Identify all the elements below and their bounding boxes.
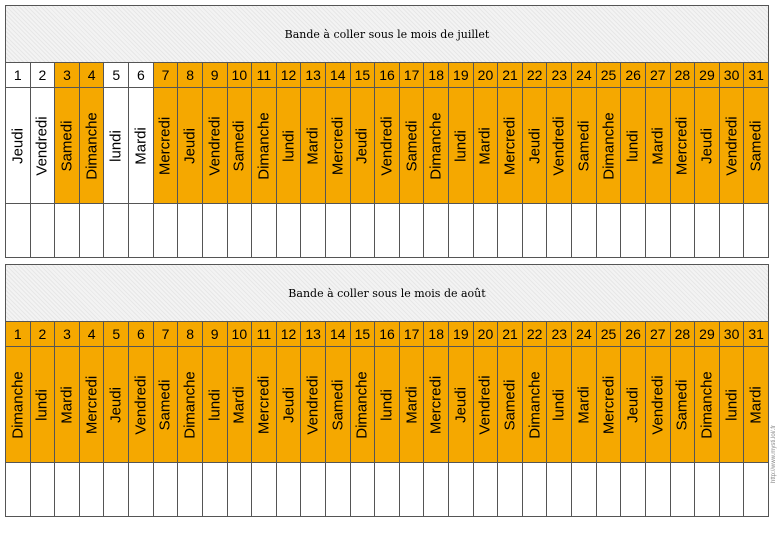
- day-name-cell: [55, 347, 80, 463]
- day-name-cell: [31, 347, 56, 463]
- day-number-cell: 20: [474, 322, 499, 347]
- blank-cell: [203, 204, 228, 258]
- day-number-cell: 26: [621, 322, 646, 347]
- blank-cell: [154, 463, 179, 517]
- day-number-cell: 18: [424, 322, 449, 347]
- day-name-label: lundi: [206, 388, 224, 421]
- day-name-label: Mardi: [403, 385, 421, 424]
- day-name-cell: [597, 88, 622, 204]
- day-name-label: Dimanche: [698, 370, 716, 439]
- day-name-cell: [449, 347, 474, 463]
- day-name-label: Mercredi: [83, 375, 101, 434]
- day-name-cell: [80, 88, 105, 204]
- day-name-label: Dimanche: [9, 370, 27, 439]
- day-name-cell: [572, 88, 597, 204]
- day-name-cell: [252, 88, 277, 204]
- day-name-label: Samedi: [673, 379, 691, 430]
- day-name-label: Dimanche: [600, 111, 617, 180]
- day-number-cell: 17: [400, 322, 425, 347]
- blank-cell: [695, 204, 720, 258]
- blank-cell: [400, 463, 425, 517]
- blank-cell: [252, 463, 277, 517]
- day-number-cell: 19: [449, 63, 474, 88]
- blank-cell: [597, 463, 622, 517]
- day-name-label: Dimanche: [353, 370, 371, 439]
- day-name-label: Vendredi: [304, 374, 322, 435]
- blank-cell: [646, 204, 671, 258]
- day-number-cell: 9: [203, 63, 228, 88]
- july-day-grid: [5, 62, 769, 258]
- day-name-cell: [80, 347, 105, 463]
- july-strip-header: [5, 5, 769, 62]
- blank-cell: [744, 204, 769, 258]
- blank-cell: [80, 463, 105, 517]
- blank-cell: [720, 204, 745, 258]
- day-number-cell: 23: [547, 63, 572, 88]
- day-name-label: lundi: [280, 129, 298, 162]
- day-name-label: Jeudi: [624, 386, 642, 423]
- day-name-cell: [597, 347, 622, 463]
- day-name-label: Jeudi: [353, 127, 371, 164]
- day-number-cell: 14: [326, 322, 351, 347]
- day-name-cell: [129, 347, 154, 463]
- blank-cell: [129, 463, 154, 517]
- blank-cell: [695, 463, 720, 517]
- day-name-cell: [744, 88, 769, 204]
- day-name-label: Mardi: [476, 126, 494, 165]
- day-number-cell: 6: [129, 322, 154, 347]
- day-name-label: Jeudi: [526, 127, 544, 164]
- day-name-label: Samedi: [575, 120, 593, 171]
- blank-cell: [31, 204, 56, 258]
- day-name-label: Mercredi: [501, 116, 519, 175]
- day-name-label: lundi: [723, 388, 741, 421]
- day-number-cell: 14: [326, 63, 351, 88]
- blank-cell: [597, 204, 622, 258]
- day-number-cell: 7: [154, 322, 179, 347]
- day-name-cell: [424, 88, 449, 204]
- day-name-cell: [277, 347, 302, 463]
- day-number-cell: 30: [720, 63, 745, 88]
- blank-cell: [55, 463, 80, 517]
- day-name-cell: [326, 347, 351, 463]
- blank-cell: [326, 463, 351, 517]
- day-name-label: Dimanche: [526, 370, 544, 439]
- day-name-label: Jeudi: [9, 127, 27, 164]
- day-number-cell: 20: [474, 63, 499, 88]
- august-day-grid: [5, 321, 769, 517]
- blank-cell: [252, 204, 277, 258]
- blank-cell: [621, 463, 646, 517]
- day-number-cell: 6: [129, 63, 154, 88]
- day-name-cell: [252, 347, 277, 463]
- day-number-cell: 30: [720, 322, 745, 347]
- august-strip-header: [5, 264, 769, 321]
- day-name-cell: [498, 347, 523, 463]
- blank-cell: [301, 463, 326, 517]
- day-name-cell: [351, 88, 376, 204]
- day-number-cell: 27: [646, 322, 671, 347]
- day-name-label: lundi: [33, 388, 51, 421]
- day-name-cell: [326, 88, 351, 204]
- blank-cell: [178, 463, 203, 517]
- day-number-cell: 3: [55, 322, 80, 347]
- blank-cell: [326, 204, 351, 258]
- blank-cell: [351, 463, 376, 517]
- day-name-label: Jeudi: [280, 386, 298, 423]
- day-number-cell: 17: [400, 63, 425, 88]
- day-name-cell: [720, 88, 745, 204]
- blank-cell: [498, 463, 523, 517]
- day-number-cell: 23: [547, 322, 572, 347]
- day-number-cell: 22: [523, 322, 548, 347]
- day-number-cell: 25: [597, 322, 622, 347]
- day-number-cell: 31: [744, 63, 769, 88]
- blank-cell: [104, 463, 129, 517]
- day-number-cell: 31: [744, 322, 769, 347]
- day-name-label: lundi: [107, 129, 125, 162]
- day-name-label: lundi: [550, 388, 568, 421]
- blank-cell: [129, 204, 154, 258]
- day-name-label: Mardi: [132, 126, 150, 165]
- day-name-label: Vendredi: [378, 115, 396, 176]
- day-name-label: Mardi: [747, 385, 765, 424]
- july-strip-title: Bande à coller sous le mois de juillet: [284, 27, 490, 41]
- day-name-label: Dimanche: [255, 111, 273, 180]
- day-name-label: Jeudi: [452, 386, 470, 423]
- blank-cell: [277, 463, 302, 517]
- day-name-cell: [277, 88, 302, 204]
- day-name-cell: [6, 347, 31, 463]
- day-name-label: Samedi: [230, 120, 248, 171]
- day-number-cell: 16: [375, 322, 400, 347]
- day-name-cell: [301, 347, 326, 463]
- day-number-cell: 9: [203, 322, 228, 347]
- day-number-cell: 11: [252, 63, 277, 88]
- day-number-cell: 16: [375, 63, 400, 88]
- day-number-cell: 4: [80, 63, 105, 88]
- day-number-cell: 29: [695, 322, 720, 347]
- july-strip: [5, 5, 769, 259]
- day-name-cell: [695, 347, 720, 463]
- august-strip: [5, 264, 769, 520]
- day-name-label: Vendredi: [206, 115, 224, 176]
- day-name-cell: [498, 88, 523, 204]
- blank-cell: [55, 204, 80, 258]
- day-name-cell: [301, 88, 326, 204]
- day-name-label: Mardi: [230, 385, 248, 424]
- day-name-label: Samedi: [747, 120, 765, 171]
- day-name-label: Vendredi: [476, 374, 494, 435]
- blank-cell: [31, 463, 56, 517]
- day-name-cell: [154, 88, 179, 204]
- day-name-cell: [178, 88, 203, 204]
- day-number-cell: 25: [597, 63, 622, 88]
- site-credit: http://www.mysti.lol/.fr: [771, 425, 777, 484]
- day-name-cell: [400, 88, 425, 204]
- day-name-cell: [695, 88, 720, 204]
- day-number-cell: 21: [498, 63, 523, 88]
- day-name-cell: [31, 88, 56, 204]
- blank-cell: [744, 463, 769, 517]
- day-name-label: Mercredi: [427, 375, 445, 434]
- day-name-cell: [424, 347, 449, 463]
- day-number-cell: 4: [80, 322, 105, 347]
- day-name-label: Dimanche: [427, 111, 445, 180]
- day-name-label: Vendredi: [132, 374, 150, 435]
- day-name-label: Vendredi: [649, 374, 667, 435]
- blank-cell: [646, 463, 671, 517]
- day-number-cell: 1: [6, 322, 31, 347]
- blank-cell: [523, 204, 548, 258]
- day-number-cell: 24: [572, 322, 597, 347]
- blank-cell: [498, 204, 523, 258]
- blank-cell: [277, 204, 302, 258]
- blank-cell: [424, 463, 449, 517]
- day-name-cell: [646, 347, 671, 463]
- day-name-label: Jeudi: [107, 386, 125, 423]
- blank-cell: [720, 463, 745, 517]
- day-name-label: Mercredi: [673, 116, 691, 175]
- blank-cell: [228, 204, 253, 258]
- day-name-label: Samedi: [501, 379, 519, 430]
- blank-cell: [523, 463, 548, 517]
- day-number-cell: 26: [621, 63, 646, 88]
- day-name-cell: [104, 347, 129, 463]
- day-name-label: Mercredi: [255, 375, 273, 434]
- day-number-cell: 15: [351, 322, 376, 347]
- day-name-label: lundi: [624, 129, 642, 162]
- day-name-label: lundi: [378, 388, 396, 421]
- day-name-cell: [671, 347, 696, 463]
- blank-cell: [351, 204, 376, 258]
- day-name-cell: [351, 347, 376, 463]
- blank-cell: [104, 204, 129, 258]
- blank-cell: [80, 204, 105, 258]
- day-number-cell: 8: [178, 322, 203, 347]
- day-name-cell: [720, 347, 745, 463]
- blank-cell: [547, 204, 572, 258]
- day-name-label: Mercredi: [600, 375, 617, 434]
- day-name-cell: [203, 88, 228, 204]
- day-name-cell: [621, 88, 646, 204]
- day-name-label: Samedi: [403, 120, 421, 171]
- day-name-cell: [449, 88, 474, 204]
- day-number-cell: 13: [301, 63, 326, 88]
- day-name-cell: [523, 347, 548, 463]
- day-name-cell: [154, 347, 179, 463]
- day-name-label: Samedi: [58, 120, 76, 171]
- day-number-cell: 10: [228, 322, 253, 347]
- august-strip-title: Bande à coller sous le mois de août: [288, 286, 486, 300]
- day-number-cell: 27: [646, 63, 671, 88]
- blank-cell: [424, 204, 449, 258]
- day-number-cell: 10: [228, 63, 253, 88]
- day-name-label: Jeudi: [698, 127, 716, 164]
- day-number-cell: 21: [498, 322, 523, 347]
- day-number-cell: 3: [55, 63, 80, 88]
- day-name-cell: [523, 88, 548, 204]
- blank-cell: [228, 463, 253, 517]
- day-name-cell: [744, 347, 769, 463]
- blank-cell: [547, 463, 572, 517]
- day-name-label: Vendredi: [33, 115, 51, 176]
- day-number-cell: 5: [104, 322, 129, 347]
- day-number-cell: 2: [31, 322, 56, 347]
- day-name-label: Vendredi: [550, 115, 568, 176]
- blank-cell: [474, 204, 499, 258]
- blank-cell: [178, 204, 203, 258]
- day-number-cell: 22: [523, 63, 548, 88]
- blank-cell: [449, 463, 474, 517]
- blank-cell: [572, 463, 597, 517]
- day-name-cell: [6, 88, 31, 204]
- blank-cell: [671, 463, 696, 517]
- day-number-cell: 12: [277, 63, 302, 88]
- day-name-label: Mercredi: [156, 116, 174, 175]
- day-name-cell: [646, 88, 671, 204]
- day-name-label: Samedi: [329, 379, 347, 430]
- blank-cell: [154, 204, 179, 258]
- day-name-label: lundi: [452, 129, 470, 162]
- day-number-cell: 15: [351, 63, 376, 88]
- day-name-label: Mardi: [575, 385, 593, 424]
- day-name-cell: [228, 88, 253, 204]
- day-name-cell: [547, 88, 572, 204]
- day-number-cell: 24: [572, 63, 597, 88]
- day-name-cell: [104, 88, 129, 204]
- blank-cell: [621, 204, 646, 258]
- day-name-cell: [178, 347, 203, 463]
- day-number-cell: 8: [178, 63, 203, 88]
- day-name-cell: [129, 88, 154, 204]
- day-name-cell: [547, 347, 572, 463]
- day-name-cell: [55, 88, 80, 204]
- blank-cell: [6, 463, 31, 517]
- day-name-cell: [621, 347, 646, 463]
- day-name-label: Jeudi: [181, 127, 199, 164]
- day-number-cell: 13: [301, 322, 326, 347]
- blank-cell: [6, 204, 31, 258]
- day-name-cell: [228, 347, 253, 463]
- day-number-cell: 19: [449, 322, 474, 347]
- blank-cell: [375, 463, 400, 517]
- blank-cell: [301, 204, 326, 258]
- day-number-cell: 28: [671, 322, 696, 347]
- day-number-cell: 1: [6, 63, 31, 88]
- blank-cell: [474, 463, 499, 517]
- blank-cell: [375, 204, 400, 258]
- day-name-cell: [572, 347, 597, 463]
- blank-cell: [449, 204, 474, 258]
- blank-cell: [671, 204, 696, 258]
- day-number-cell: 28: [671, 63, 696, 88]
- day-name-cell: [474, 88, 499, 204]
- day-name-label: Mardi: [649, 126, 667, 165]
- blank-cell: [400, 204, 425, 258]
- day-number-cell: 7: [154, 63, 179, 88]
- blank-cell: [572, 204, 597, 258]
- day-name-cell: [400, 347, 425, 463]
- day-number-cell: 29: [695, 63, 720, 88]
- day-number-cell: 18: [424, 63, 449, 88]
- blank-cell: [203, 463, 228, 517]
- day-number-cell: 12: [277, 322, 302, 347]
- day-name-label: Vendredi: [723, 115, 741, 176]
- day-number-cell: 5: [104, 63, 129, 88]
- day-name-cell: [203, 347, 228, 463]
- day-name-label: Mardi: [58, 385, 76, 424]
- day-number-cell: 2: [31, 63, 56, 88]
- day-name-cell: [671, 88, 696, 204]
- day-name-label: Samedi: [156, 379, 174, 430]
- day-name-label: Mercredi: [329, 116, 347, 175]
- day-name-label: Dimanche: [181, 370, 199, 439]
- day-name-cell: [375, 347, 400, 463]
- day-name-label: Dimanche: [83, 111, 101, 180]
- day-name-cell: [474, 347, 499, 463]
- day-name-label: Mardi: [304, 126, 322, 165]
- day-number-cell: 11: [252, 322, 277, 347]
- day-name-cell: [375, 88, 400, 204]
